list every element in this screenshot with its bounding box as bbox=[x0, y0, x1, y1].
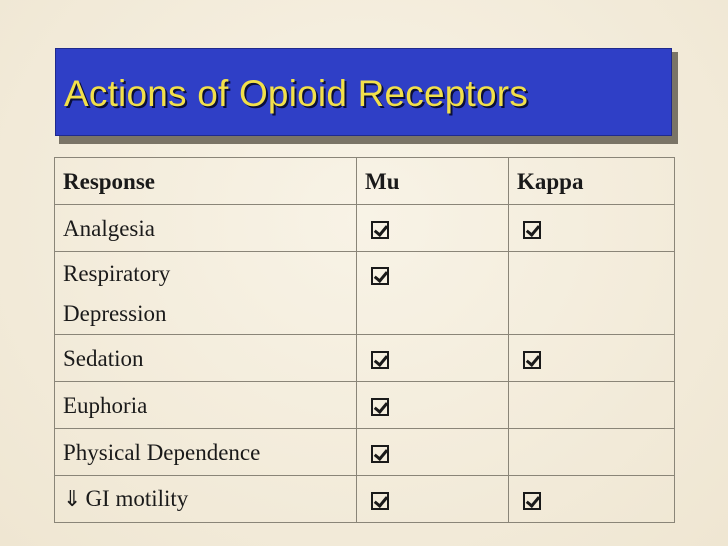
cell-mu bbox=[357, 476, 509, 523]
title-banner bbox=[55, 48, 672, 136]
cell-mu bbox=[357, 382, 509, 429]
table-header-row bbox=[55, 158, 675, 205]
checked-box-icon bbox=[523, 351, 541, 369]
checked-box-icon bbox=[371, 492, 389, 510]
receptor-table bbox=[54, 157, 675, 523]
cell-response: Euphoria bbox=[55, 382, 357, 429]
header-response: Response bbox=[55, 158, 357, 205]
cell-response bbox=[55, 476, 357, 523]
table-row bbox=[55, 476, 675, 523]
cell-response bbox=[55, 252, 357, 335]
checked-box-icon bbox=[371, 398, 389, 416]
cell-response: Sedation bbox=[55, 335, 357, 382]
cell-mu bbox=[357, 205, 509, 252]
checked-box-icon bbox=[371, 267, 389, 285]
checked-box-icon bbox=[523, 221, 541, 239]
cell-kappa bbox=[509, 205, 675, 252]
checked-box-icon bbox=[371, 221, 389, 239]
cell-response: Analgesia bbox=[55, 205, 357, 252]
header-kappa: Kappa bbox=[509, 158, 675, 205]
cell-kappa bbox=[509, 476, 675, 523]
table-row bbox=[55, 252, 675, 335]
table-row bbox=[55, 382, 675, 429]
cell-response: Physical Dependence bbox=[55, 429, 357, 476]
cell-kappa bbox=[509, 252, 675, 335]
response-line-1: Respiratory bbox=[63, 261, 171, 286]
table-row bbox=[55, 429, 675, 476]
receptor-table-container bbox=[54, 157, 674, 523]
checked-box-icon bbox=[371, 445, 389, 463]
checked-box-icon bbox=[523, 492, 541, 510]
cell-kappa bbox=[509, 335, 675, 382]
cell-mu bbox=[357, 335, 509, 382]
double-down-arrow-icon: ⇓ bbox=[63, 487, 82, 512]
cell-mu bbox=[357, 429, 509, 476]
response-line-2: Depression bbox=[63, 301, 167, 326]
slide-title: Actions of Opioid Receptors bbox=[64, 73, 529, 114]
response-text: GI motility bbox=[85, 486, 189, 511]
checked-box-icon bbox=[371, 351, 389, 369]
table-row bbox=[55, 205, 675, 252]
cell-mu bbox=[357, 252, 509, 335]
header-mu: Mu bbox=[357, 158, 509, 205]
cell-kappa bbox=[509, 429, 675, 476]
table-row bbox=[55, 335, 675, 382]
cell-kappa bbox=[509, 382, 675, 429]
